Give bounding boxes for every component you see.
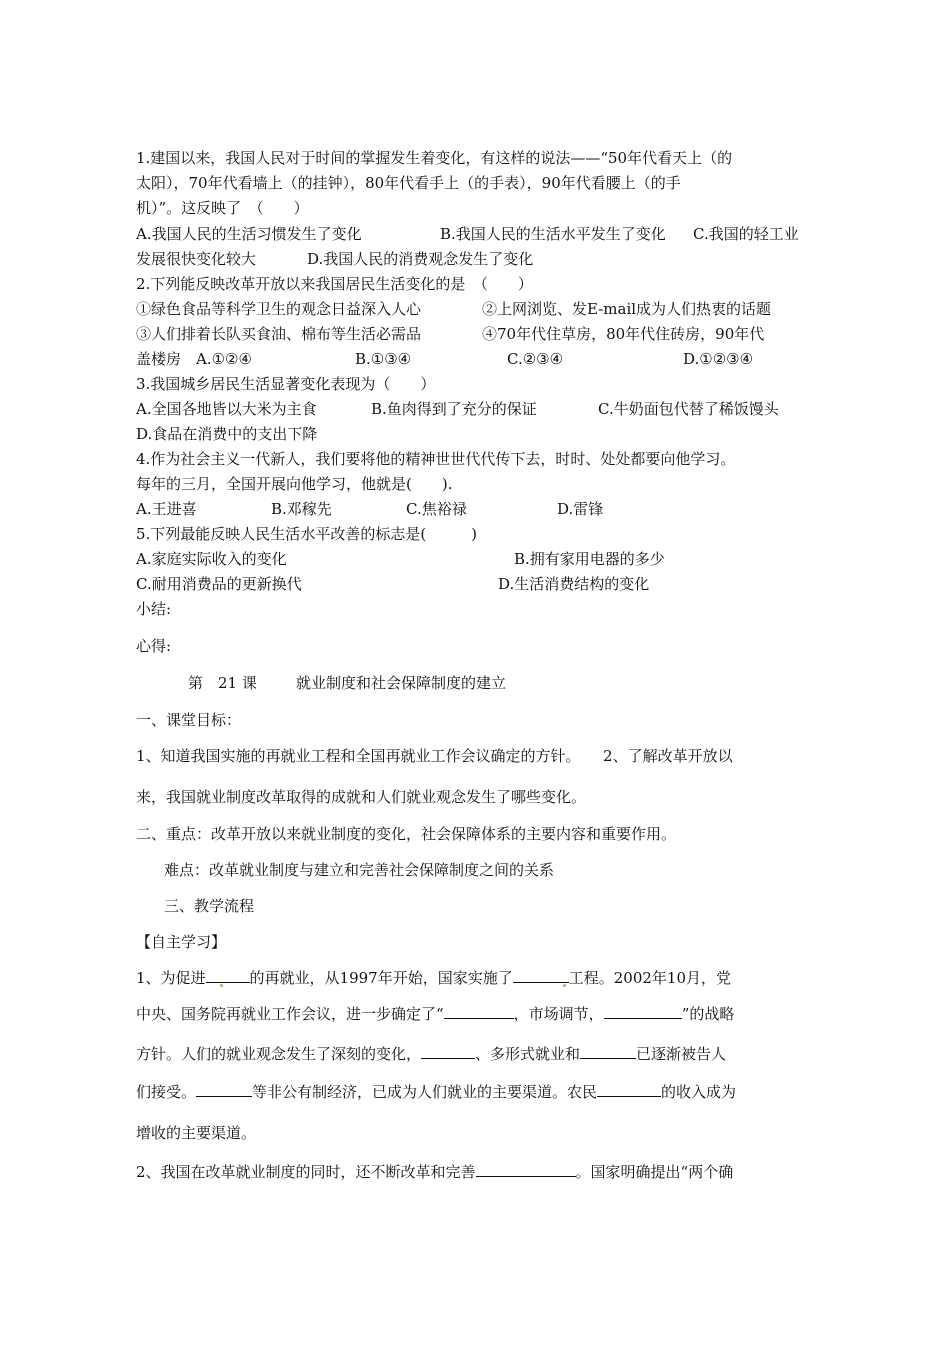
goal-line2: 来，我国就业制度改革取得的成就和人们就业观念发生了哪些变化。: [136, 788, 587, 806]
blank-2[interactable]: [513, 966, 569, 983]
fill1-text-i: 已逐渐被告人: [636, 1045, 727, 1063]
q5-option-a: A.家庭实际收入的变化: [136, 550, 287, 568]
q1-option-a: A.我国人民的生活习惯发生了变化: [136, 225, 362, 243]
fill1-line1: [136, 966, 731, 990]
blank-3[interactable]: [444, 1002, 514, 1019]
fill1-text-h: 、多形式就业和: [475, 1045, 581, 1063]
blank-1[interactable]: [206, 966, 250, 983]
q1-line2: 太阳），70年代看墙上（的挂钟），80年代看手上（的手表），90年代看腰上（的手: [136, 174, 681, 192]
q4-option-a: A.王进喜: [136, 500, 197, 518]
q5-option-c: C.耐用消费品的更新换代: [136, 575, 302, 593]
q1-option-c: C.我国的轻工业: [693, 225, 799, 243]
q1-option-b: B.我国人民的生活水平发生了变化: [440, 225, 666, 243]
q3-option-d: D.食品在消费中的支出下降: [136, 425, 318, 443]
fill2-text-a: 2、我国在改革就业制度的同时，还不断改革和完善: [136, 1163, 476, 1181]
q5-option-d: D.生活消费结构的变化: [498, 575, 650, 593]
lesson-number: 第 21 课: [188, 674, 257, 692]
goal-line1: 1、知道我国实施的再就业工程和全国再就业工作会议确定的方针。 2、了解改革开放以: [136, 747, 733, 765]
fill1-line5: 增收的主要渠道。: [136, 1124, 257, 1142]
blank-4[interactable]: [604, 1002, 682, 1019]
fill1-text-e: ，市场调节，: [513, 1005, 604, 1023]
q1-option-d: D.我国人民的消费观念发生了变化: [307, 250, 534, 268]
blank-5[interactable]: [421, 1042, 475, 1059]
q2-item-4: ④70年代住草房，80年代住砖房，90年代: [482, 325, 765, 343]
q2-stem: 2.下列能反映改革开放以来我国居民生活变化的是 （ ）: [136, 275, 533, 293]
fill1-text-g: 方针。人们的就业观念发生了深刻的变化，: [136, 1045, 422, 1063]
q3-stem: 3.我国城乡居民生活显著变化表现为（ ）: [136, 375, 436, 393]
fill1-text-b: 的再就业，从1997年开始，国家实施了: [249, 969, 513, 987]
blank-9[interactable]: [476, 1160, 576, 1177]
fill2-line1: [136, 1160, 733, 1184]
fill1-text-k: 等非公有制经济，已成为人们就业的主要渠道。农民: [252, 1083, 598, 1101]
process-heading: 三、教学流程: [164, 897, 255, 915]
blank-7[interactable]: [196, 1080, 252, 1097]
summary-label: 小结:: [136, 600, 172, 618]
q5-stem: 5.下列最能反映人民生活水平改善的标志是( ): [136, 525, 478, 543]
fill1-text-j: 们接受。: [136, 1083, 197, 1101]
q3-option-a: A.全国各地皆以大米为主食: [136, 400, 317, 418]
q2-item-2: ②上网浏览、发E-mail成为人们热衷的话题: [482, 300, 772, 318]
fill1-text-a: 1、为促进: [136, 969, 206, 987]
blank-8[interactable]: [597, 1080, 661, 1097]
q2-option-c: C.②③④: [507, 350, 564, 368]
blank-6[interactable]: [580, 1042, 636, 1059]
q4-option-d: D.雷锋: [557, 500, 604, 518]
fill1-text-f: ”的战略: [681, 1005, 735, 1023]
q2-item-4-cont: 盖楼房: [136, 350, 182, 368]
q1-line3: 机）”。这反映了 （ ）: [136, 199, 309, 217]
lesson-title: 就业制度和社会保障制度的建立: [296, 674, 507, 692]
q2-option-b: B.①③④: [355, 350, 412, 368]
q1-option-c-cont: 发展很快变化较大: [136, 250, 257, 268]
fill1-line2: [136, 1002, 734, 1026]
fill1-line4: [136, 1080, 736, 1104]
q2-option-d: D.①②③④: [683, 350, 754, 368]
fill2-text-b: 。国家明确提出“两个确: [575, 1163, 734, 1181]
q2-item-3: ③人们排着长队买食油、棉布等生活必需品: [136, 325, 422, 343]
fill1-text-d: 中央、国务院再就业工作会议，进一步确定了“: [136, 1005, 444, 1023]
q4-line1: 4.作为社会主义一代新人，我们要将他的精神世世代代传下去，时时、处处都要向他学习。: [136, 450, 736, 468]
fill1-line3: [136, 1042, 726, 1066]
goals-heading: 一、课堂目标：: [136, 711, 242, 729]
q2-option-a: A.①②④: [196, 350, 252, 368]
q4-option-c: C.焦裕禄: [406, 500, 467, 518]
fill1-text-l: 的收入成为: [661, 1083, 737, 1101]
q2-item-1: ①绿色食品等科学卫生的观念日益深入人心: [136, 300, 422, 318]
difficulty: 难点：改革就业制度与建立和完善社会保障制度之间的关系: [164, 861, 555, 879]
q4-line2: 每年的三月，全国开展向他学习，他就是( ).: [136, 475, 453, 493]
fill1-text-c: 工程。2002年10月，党: [568, 969, 731, 987]
key-point: 二、重点：改革开放以来就业制度的变化，社会保障体系的主要内容和重要作用。: [136, 825, 677, 843]
q5-option-b: B.拥有家用电器的多少: [514, 550, 665, 568]
self-study-heading: 【自主学习】: [136, 933, 227, 951]
q1-line1: 1.建国以来，我国人民对于时间的掌握发生着变化，有这样的说法——“50年代看天上（的: [136, 149, 733, 167]
q3-option-c: C.牛奶面包代替了稀饭馒头: [598, 400, 779, 418]
insight-label: 心得:: [136, 637, 172, 655]
q4-option-b: B.邓稼先: [271, 500, 332, 518]
q3-option-b: B.鱼肉得到了充分的保证: [371, 400, 537, 418]
